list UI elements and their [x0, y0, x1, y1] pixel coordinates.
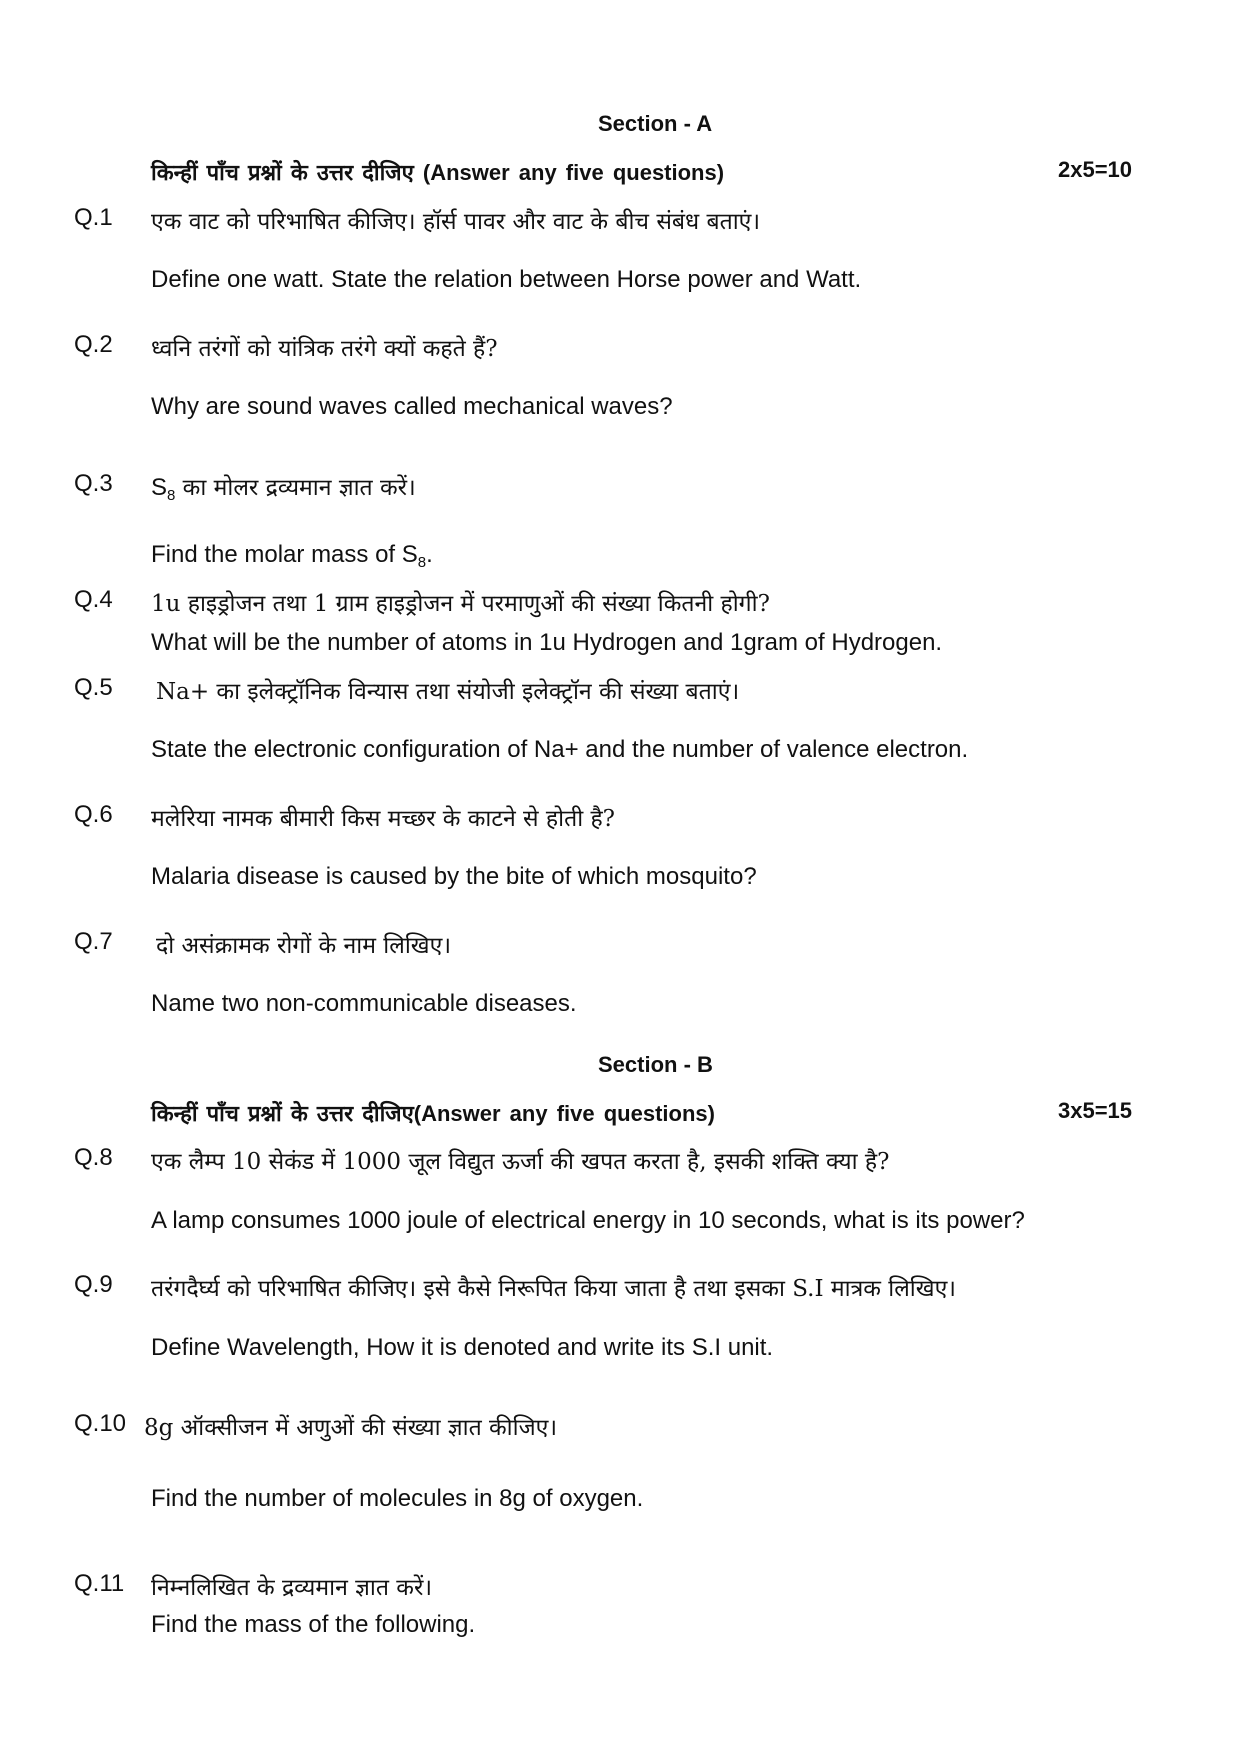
question-hindi-text: मलेरिया नामक बीमारी किस मच्छर के काटने से होती है? — [151, 806, 616, 832]
question-english-text: State the electronic configuration of Na+ and the number of valence electron. — [151, 736, 969, 763]
section-b-instruction: किन्हीं पाँच प्रश्नों के उत्तर दीजिए(Answer any five questions) — [151, 1101, 715, 1126]
question-number: Q.5 — [74, 674, 113, 701]
section-a-title: Section - A — [598, 111, 713, 136]
question-number: Q.2 — [74, 331, 113, 358]
question-english-text: Why are sound waves called mechanical waves? — [151, 393, 673, 420]
section-b-title: Section - B — [598, 1052, 713, 1077]
question-hindi-text: दो असंक्रामक रोगों के नाम लिखिए। — [156, 933, 452, 959]
question-hindi-text: ध्वनि तरंगों को यांत्रिक तरंगे क्यों कहते हैं? — [151, 336, 498, 362]
question-number: Q.11 — [74, 1570, 125, 1597]
question-english-text: What will be the number of atoms in 1u Hydrogen and 1gram of Hydrogen. — [151, 629, 943, 656]
section-b-marks: 3x5=15 — [1058, 1098, 1133, 1123]
question-english-prefix: Find the molar mass of S — [151, 541, 418, 568]
question-english-text: Malaria disease is caused by the bite of which mosquito? — [151, 863, 757, 890]
question-hindi-text: एक वाट को परिभाषित कीजिए। हॉर्स पावर और वाट के बीच संबंध बताएं। — [151, 209, 761, 235]
question-english-rest: . — [426, 541, 433, 568]
question-english-text: Find the number of molecules in 8g of oxygen. — [151, 1485, 644, 1512]
question-number: Q.6 — [74, 801, 113, 828]
question-english-text: A lamp consumes 1000 joule of electrical energy in 10 seconds, what is its power? — [151, 1207, 1025, 1234]
question-number: Q.10 — [74, 1410, 127, 1437]
section-a-instruction: किन्हीं पाँच प्रश्नों के उत्तर दीजिए (Answer any five questions) — [151, 160, 725, 185]
question-number: Q.8 — [74, 1144, 113, 1171]
question-number: Q.7 — [74, 928, 113, 955]
question-english-text: Define Wavelength, How it is denoted and write its S.I unit. — [151, 1334, 774, 1361]
question-number: Q.3 — [74, 470, 113, 497]
question-english-text: Define one watt. State the relation between Horse power and Watt. — [151, 266, 862, 293]
question-number: Q.1 — [74, 204, 113, 231]
question-hindi-text — [151, 470, 416, 504]
question-hindi-rest: का मोलर द्रव्यमान ज्ञात करें। — [175, 475, 416, 501]
sulfur-subscript: 8 — [417, 554, 427, 571]
question-number: Q.9 — [74, 1271, 113, 1298]
question-hindi-text: तरंगदैर्घ्य को परिभाषित कीजिए। इसे कैसे निरूपित किया जाता है तथा इसका S.I मात्रक लिखिए। — [151, 1276, 957, 1302]
question-number: Q.4 — [74, 586, 113, 613]
question-english-text: Name two non-communicable diseases. — [151, 990, 577, 1017]
question-hindi-text: 8g ऑक्सीजन में अणुओं की संख्या ज्ञात कीजिए। — [144, 1415, 558, 1441]
question-hindi-text: 1u हाइड्रोजन तथा 1 ग्राम हाइड्रोजन में परमाणुओं की संख्या कितनी होगी? — [151, 591, 770, 617]
section-a-marks: 2x5=10 — [1058, 157, 1133, 182]
question-hindi-text: Na+ का इलेक्ट्रॉनिक विन्यास तथा संयोजी इलेक्ट्रॉन की संख्या बताएं। — [156, 679, 740, 705]
question-hindi-text: एक लैम्प 10 सेकंड में 1000 जूल विद्युत ऊर्जा की खपत करता है, इसकी शक्ति क्या है? — [151, 1149, 890, 1175]
sulfur-subscript: 8 — [167, 487, 176, 504]
question-hindi-text: निम्नलिखित के द्रव्यमान ज्ञात करें। — [151, 1575, 433, 1601]
question-english-text — [151, 541, 433, 571]
sulfur-symbol: S — [151, 474, 168, 501]
question-english-text: Find the mass of the following. — [151, 1611, 476, 1638]
